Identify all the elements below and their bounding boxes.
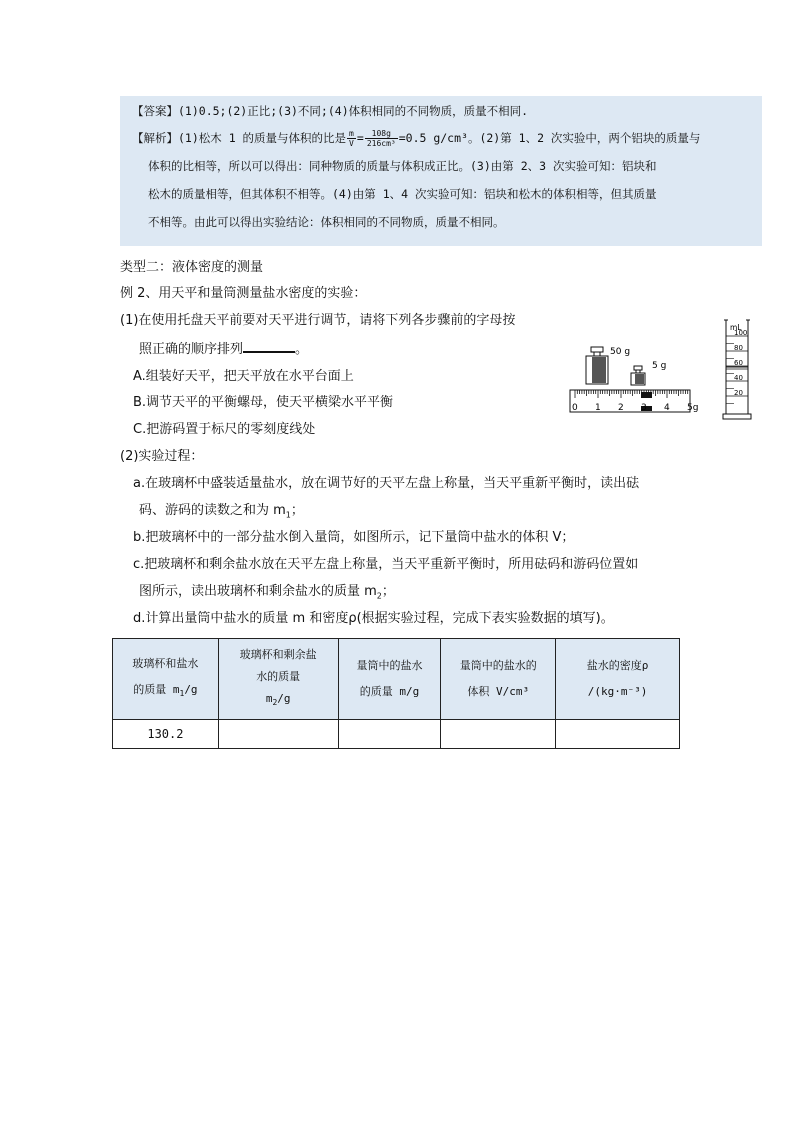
analysis-line-1 — [132, 125, 700, 151]
fraction-values — [365, 129, 398, 148]
q1-line-1: (1)在使用托盘天平前要对天平进行调节，请将下列各步骤前的字母按 — [120, 313, 516, 328]
ruler-tick-label: 4 — [664, 403, 670, 413]
ruler-tick-label: 0 — [572, 403, 578, 413]
q2-a2-end: ； — [290, 503, 304, 518]
q1-line-2-text: 照正确的顺序排列 — [139, 342, 244, 357]
cylinder-mark-label: 100 — [734, 329, 748, 337]
analysis-pre: (1)松木 1 的质量与体积的比是 — [178, 131, 347, 145]
weight-5g-label: 5 g — [652, 361, 667, 371]
table-cell[interactable] — [556, 720, 680, 749]
q2-c2-end: ； — [381, 584, 395, 599]
q2-step-a-line-1: a.在玻璃杯中盛装适量盐水，放在调节好的天平左盘上称量，当天平重新平衡时，读出砝 — [133, 476, 640, 491]
table-row — [113, 720, 680, 749]
q2-step-a-line-2 — [139, 501, 304, 526]
table-cell[interactable] — [338, 720, 441, 749]
answer-box — [120, 96, 762, 246]
q2-step-c-line-2 — [139, 582, 395, 607]
q2-step-d: d.计算出量筒中盐水的质量 m 和密度ρ(根据实验过程，完成下表实验数据的填写)。 — [133, 611, 614, 626]
table-cell[interactable] — [441, 720, 556, 749]
frac-m-den: V — [349, 139, 354, 148]
cylinder-mark-label: 20 — [734, 389, 743, 397]
cylinder-mark-label: 40 — [734, 374, 743, 382]
frac-m-num: m — [349, 129, 354, 138]
data-table — [112, 638, 680, 749]
analysis-tag: 【解析】 — [132, 131, 178, 145]
q2-title: (2)实验过程： — [120, 449, 204, 464]
step-b: B.调节天平的平衡螺母，使天平横梁水平平衡 — [133, 395, 394, 410]
cylinder-unit: mL — [730, 323, 742, 332]
ruler-tick-label: 3 — [641, 403, 647, 413]
analysis-line-4: 不相等。由此可以得出实验结论：体积相同的不同物质，质量不相同。 — [148, 215, 505, 229]
q2-a2-sub: 1 — [285, 510, 291, 520]
fraction-m-v — [347, 129, 356, 148]
header-cell-m1: 玻璃杯和盐水 的质量 $m_1/g$ — [113, 639, 219, 720]
equals-sign: = — [356, 131, 364, 145]
table-cell[interactable]: 130.2 — [113, 720, 219, 749]
answer-text: (1)0.5;(2)正比;(3)不同;(4)体积相同的不同物质，质量不相同. — [178, 104, 529, 118]
balance-figure — [568, 340, 699, 420]
q2-c2-text: 图所示，读出玻璃杯和剩余盐水的质量 m — [139, 584, 377, 599]
table-header-row — [113, 639, 680, 720]
q2-step-c-line-1: c.把玻璃杯和剩余盐水放在天平左盘上称量，当天平重新平衡时，所用砝码和游码位置如 — [133, 557, 639, 572]
q2-a2-text: 码、游码的读数之和为 m — [139, 503, 286, 518]
analysis-line-3: 松木的质量相等，但其体积不相等。(4)由第 1、4 次实验可知：铝块和松木的体积相等，但其质量 — [148, 187, 657, 201]
header-cell-m2: 玻璃杯和剩余盐 水的质量 $m_2/g$ — [218, 639, 338, 720]
q2-c2-sub: 2 — [376, 591, 382, 601]
analysis-post: =0.5 g/cm³。(2)第 1、2 次实验中，两个铝块的质量与 — [398, 131, 701, 145]
step-a: A.组装好天平，把天平放在水平台面上 — [133, 369, 354, 384]
ruler-icon — [570, 390, 690, 412]
ruler-tick-label: 1 — [595, 403, 601, 413]
weight-50g-label: 50 g — [610, 347, 631, 357]
q1-line-2-end: 。 — [295, 342, 309, 357]
answer-blank — [243, 339, 295, 353]
step-c: C.把游码置于标尺的零刻度线处 — [133, 422, 316, 437]
analysis-line-2: 体积的比相等，所以可以得出：同种物质的质量与体积成正比。(3)由第 2、3 次实验可知：铝块和 — [148, 159, 657, 173]
header-cell-mass: 量筒中的盐水 的质量 m/g — [338, 639, 441, 720]
ruler-tick-label: 5g — [687, 403, 699, 413]
weight-50g-icon — [586, 347, 608, 384]
q2-step-b: b.把玻璃杯中的一部分盐水倒入量筒，如图所示，记下量筒中盐水的体积 V； — [133, 530, 575, 545]
example-title: 例 2、用天平和量筒测量盐水密度的实验： — [120, 286, 367, 301]
answer-line — [132, 98, 528, 124]
answer-tag: 【答案】 — [132, 104, 178, 118]
ruler-tick-label: 2 — [618, 403, 624, 413]
frac-v-num: 108g — [365, 129, 398, 139]
frac-v-den: 216cm³ — [366, 139, 396, 148]
section-type-heading: 类型二：液体密度的测量 — [120, 260, 264, 275]
q1-line-2 — [139, 339, 308, 360]
weight-5g-icon — [631, 366, 645, 385]
graduated-cylinder-figure — [722, 318, 754, 422]
cylinder-mark-label: 60 — [734, 359, 743, 367]
table-cell[interactable] — [218, 720, 338, 749]
cylinder-mark-label: 80 — [734, 344, 743, 352]
header-cell-volume: 量筒中的盐水的 体积 V/cm³ — [441, 639, 556, 720]
header-cell-density: 盐水的密度ρ /(kg·m⁻³) — [556, 639, 680, 720]
